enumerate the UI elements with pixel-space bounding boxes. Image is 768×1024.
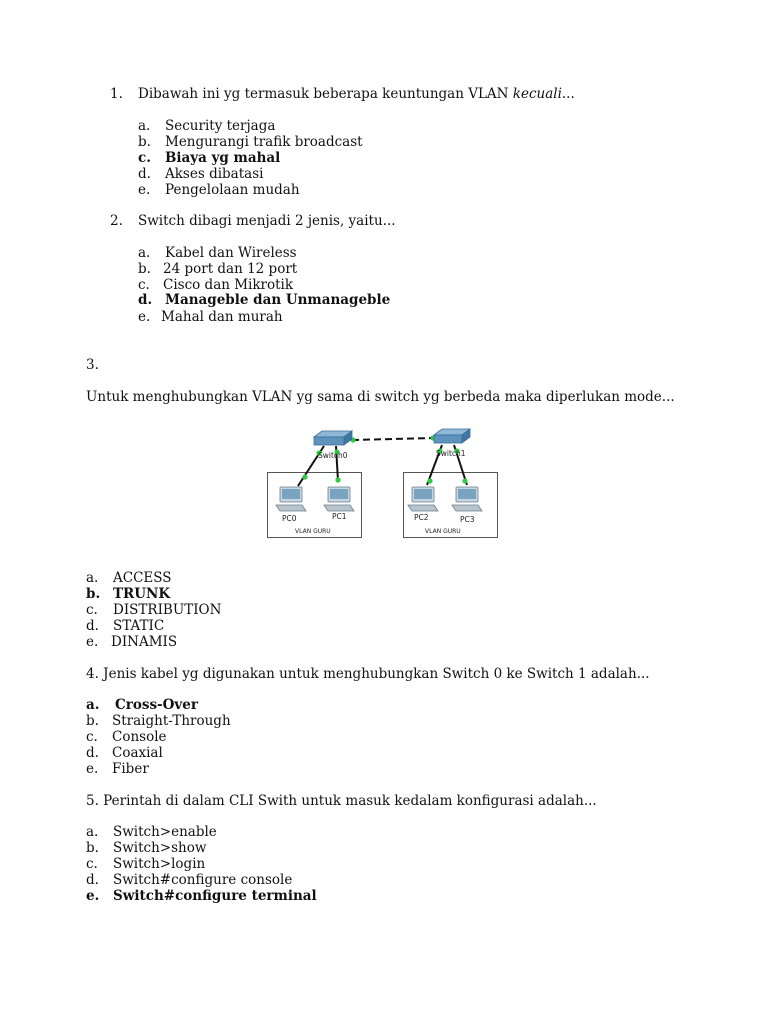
q1-option-c: c. Biaya yg mahal: [138, 150, 281, 166]
q2-option-b: b. 24 port dan 12 port: [138, 261, 298, 277]
link-light: [427, 478, 432, 483]
question-text-tail: ...: [561, 86, 575, 102]
q3-option-c: c. DISTRIBUTION: [86, 602, 222, 618]
link-light: [335, 477, 340, 482]
question-3-text: Untuk menghubungkan VLAN yg sama di switch yg berbeda maka diperlukan mode...: [86, 389, 675, 405]
q2-option-c: c. Cisco dan Mikrotik: [138, 277, 294, 293]
pc1-label: PC1: [332, 512, 347, 521]
question-text-emphasis: kecuali: [512, 86, 562, 102]
q4-option-e: e. Fiber: [86, 761, 149, 777]
q1-option-d: d. Akses dibatasi: [138, 166, 264, 182]
link-light: [462, 478, 467, 483]
question-1: [110, 86, 575, 102]
pc-icon: [452, 487, 482, 511]
pc-icon: [324, 487, 354, 511]
q5-option-b: b. Switch>show: [86, 840, 207, 856]
q5-option-e: e. Switch#configure terminal: [86, 888, 317, 904]
q3-option-b: b. TRUNK: [86, 586, 171, 602]
q5-option-a: a. Switch>enable: [86, 824, 217, 840]
question-text: Switch dibagi menjadi 2 jenis, yaitu...: [138, 213, 396, 229]
q2-option-d: d. Manageble dan Unmanageble: [138, 292, 391, 308]
switch1-label: Switch1: [436, 449, 466, 458]
q3-option-e: e. DINAMIS: [86, 634, 178, 650]
switch-icon: [314, 431, 352, 445]
question-text: Dibawah ini yg termasuk beberapa keuntungan VLAN: [138, 86, 513, 102]
q4-option-a: a. Cross-Over: [86, 697, 198, 713]
vlan-label-left: VLAN GURU: [295, 528, 331, 535]
pc0-label: PC0: [282, 514, 297, 523]
q5-option-d: d. Switch#configure console: [86, 872, 293, 888]
pc-icon: [408, 487, 438, 511]
switch-icon: [434, 429, 470, 443]
q1-option-e: e. Pengelolaan mudah: [138, 182, 300, 198]
pc3-label: PC3: [460, 515, 475, 524]
q1-option-a: a. Security terjaga: [138, 118, 276, 134]
vlan-label-right: VLAN GURU: [425, 528, 461, 535]
q2-option-e: e. Mahal dan murah: [138, 309, 283, 325]
pc-icon: [276, 487, 306, 511]
question-number: 1.: [110, 86, 123, 102]
q3-option-d: d. STATIC: [86, 618, 165, 634]
question-3-number: 3.: [86, 357, 99, 373]
q1-option-b: b. Mengurangi trafik broadcast: [138, 134, 363, 150]
question-number: 2.: [110, 213, 123, 229]
q4-option-d: d. Coaxial: [86, 745, 163, 761]
switch0-label: Switch0: [318, 451, 348, 460]
q4-option-b: b. Straight-Through: [86, 713, 231, 729]
question-2: [110, 213, 396, 229]
question-5-text: 5. Perintah di dalam CLI Swith untuk masuk kedalam konfigurasi adalah...: [86, 793, 597, 809]
q5-option-c: c. Switch>login: [86, 856, 206, 872]
q3-option-a: a. ACCESS: [86, 570, 172, 586]
question-4-text: 4. Jenis kabel yg digunakan untuk menghubungkan Switch 0 ke Switch 1 adalah...: [86, 666, 650, 682]
q4-option-c: c. Console: [86, 729, 167, 745]
network-diagram: [262, 425, 502, 543]
trunk-link: [352, 438, 434, 440]
q2-option-a: a. Kabel dan Wireless: [138, 245, 297, 261]
link-light: [302, 474, 307, 479]
pc2-label: PC2: [414, 513, 429, 522]
